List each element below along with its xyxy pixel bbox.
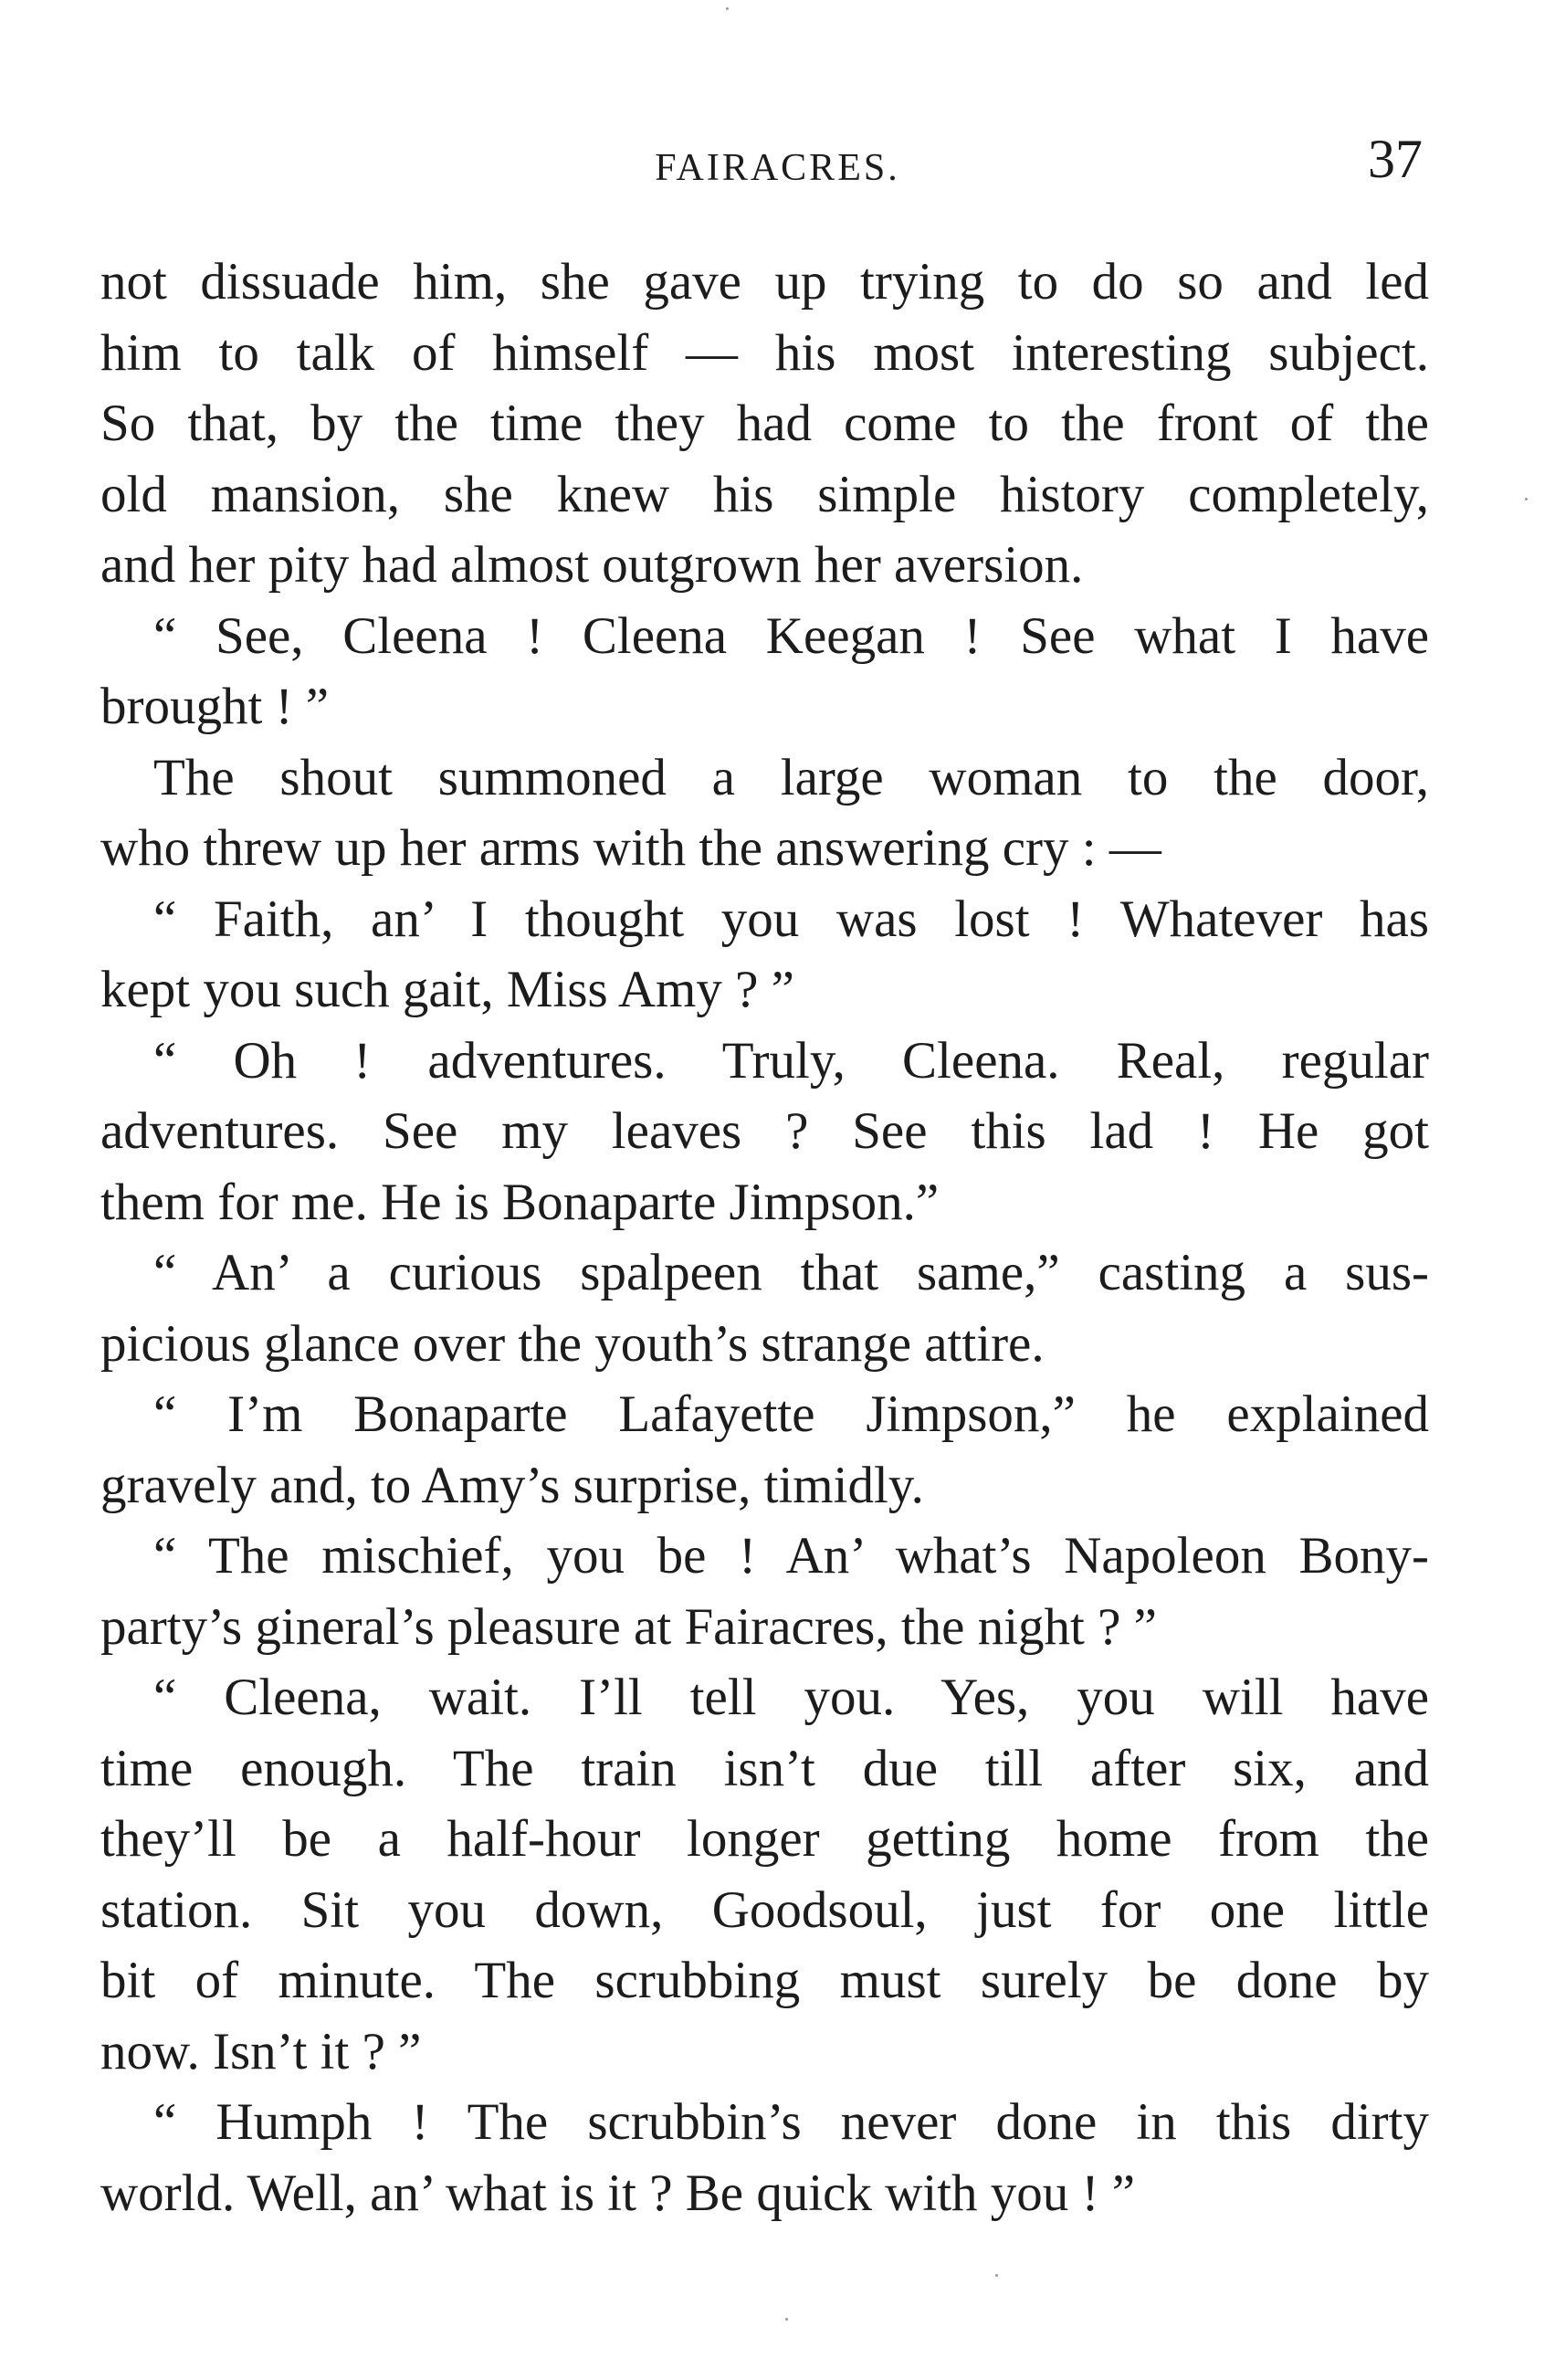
paper-speck	[1525, 498, 1528, 500]
text-line: “ See, Cleena ! Cleena Keegan ! See what I have	[153, 606, 1429, 665]
text-line: old mansion, she knew his simple history completely,	[100, 465, 1429, 523]
text-line: gravely and, to Amy’s surprise, timidly.	[100, 1456, 924, 1514]
text-line: “ Cleena, wait. I’ll tell you. Yes, you will have	[153, 1669, 1429, 1726]
text-line: who threw up her arms with the answering cry : —	[100, 819, 1161, 877]
text-line: “ Faith, an’ I thought you was lost ! Whatever has	[153, 890, 1429, 948]
text-line: picious glance over the youth’s strange attire.	[100, 1314, 1045, 1373]
paper-speck	[785, 2318, 788, 2321]
running-head	[0, 128, 1555, 201]
text-line: The shout summoned a large woman to the door,	[153, 748, 1429, 806]
text-line: brought ! ”	[100, 678, 330, 735]
text-line: not dissuade him, she gave up trying to do so and led	[100, 253, 1429, 311]
text-line: kept you such gait, Miss Amy ? ”	[100, 961, 794, 1018]
body-text	[100, 247, 1429, 2228]
page-number: 37	[1368, 129, 1423, 189]
text-line: time enough. The train isn’t due till after six, and	[100, 1739, 1429, 1797]
text-line: So that, by the time they had come to the front of the	[100, 395, 1429, 452]
text-line: and her pity had almost outgrown her aversion.	[100, 536, 1084, 594]
text-line: him to talk of himself — his most interesting subject.	[100, 323, 1429, 382]
text-line: now. Isn’t it ? ”	[100, 2022, 422, 2080]
paper-speck	[995, 2274, 998, 2277]
text-line: them for me. He is Bonaparte Jimpson.”	[100, 1173, 940, 1231]
text-line: station. Sit you down, Goodsoul, just for one little	[100, 1880, 1429, 1939]
paper-speck	[726, 7, 729, 10]
text-line: “ An’ a curious spalpeen that same,” casting a sus-	[153, 1244, 1429, 1301]
text-line: “ The mischief, you be ! An’ what’s Napoleon Bony-	[153, 1527, 1429, 1585]
text-line: bit of minute. The scrubbing must surely be done by	[100, 1952, 1429, 2009]
text-line: adventures. See my leaves ? See this lad ! He got	[100, 1102, 1429, 1160]
text-line: world. Well, an’ what is it ? Be quick with you ! ”	[100, 2164, 1136, 2222]
text-line: “ I’m Bonaparte Lafayette Jimpson,” he explained	[153, 1385, 1429, 1443]
text-line: party’s gineral’s pleasure at Fairacres, the night ? ”	[100, 1597, 1157, 1656]
text-line: they’ll be a half-hour longer getting home from the	[100, 1810, 1429, 1868]
text-line: “ Humph ! The scrubbin’s never done in this dirty	[153, 2093, 1429, 2151]
running-title: FAIRACRES.	[655, 147, 900, 189]
text-line: “ Oh ! adventures. Truly, Cleena. Real, regular	[153, 1031, 1429, 1090]
